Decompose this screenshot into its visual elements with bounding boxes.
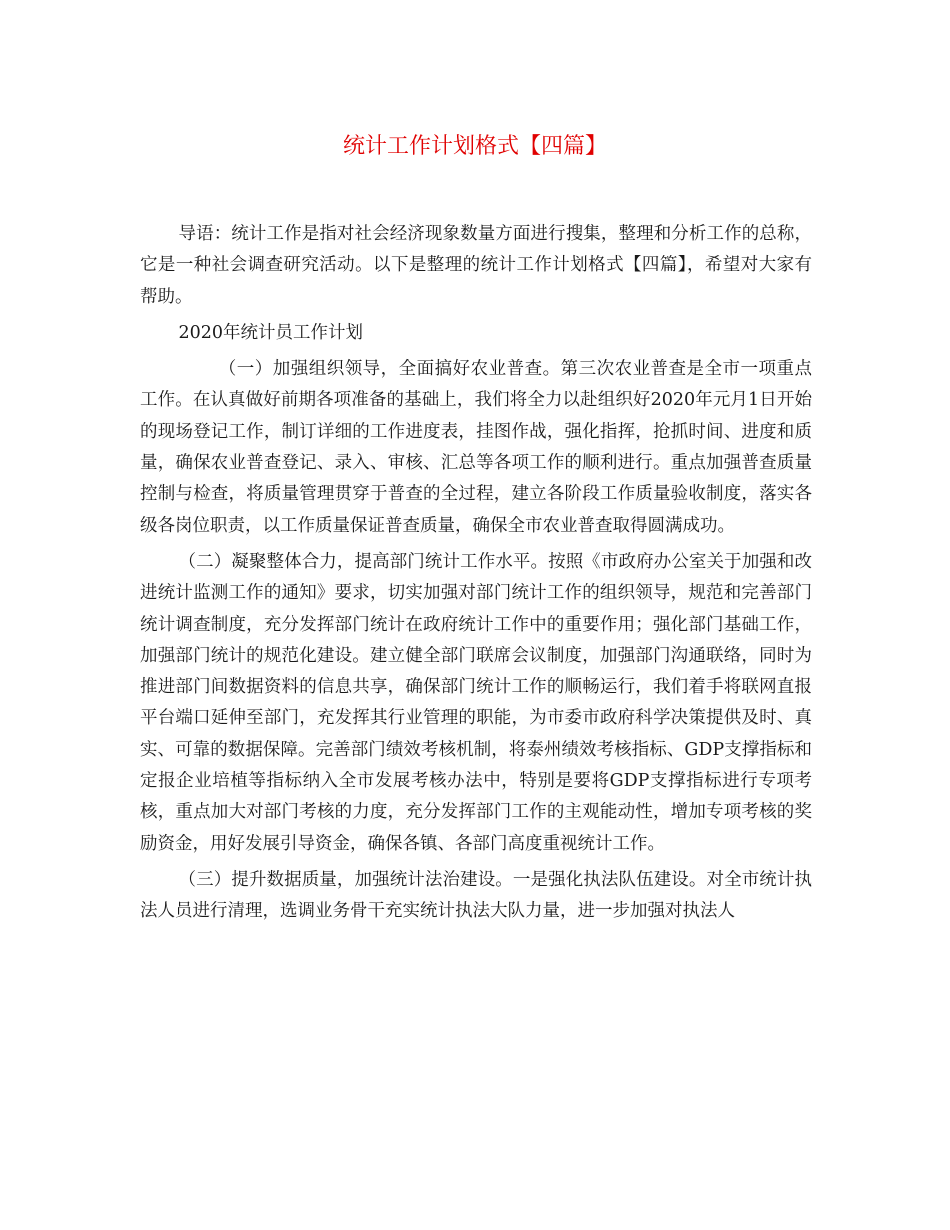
- paragraph-item-3: （三）提升数据质量，加强统计法治建设。一是强化执法队伍建设。对全市统计执法人员进行清理，选调业务骨干充实统计执法大队力量，进一步加强对执法人: [140, 869, 812, 922]
- document-title: 统计工作计划格式【四篇】: [342, 134, 607, 159]
- section-heading: 2020年统计员工作计划: [178, 322, 364, 343]
- paragraph-item-1: （一）加强组织领导，全面搞好农业普查。第三次农业普查是全市一项重点工作。在认真做好前期各项准备的基础上，我们将全力以赴组织好2020年元月1日开始的现场登记工作，制订详细的工作进度表，挂图作战，强化指挥，抢抓时间、进度和质量，确保农业普查登记、录入、审核、汇总等各项工作的顺利进行。重点加强普查质量控制与检查，将质量管理贯穿于普查的全过程，建立各阶段工作质量验收制度，落实各级各岗位职责，以工作质量保证普查质量，确保全市农业普查取得圆满成功。: [140, 359, 812, 536]
- document-body: [140, 219, 812, 933]
- intro-paragraph: 导语：统计工作是指对社会经济现象数量方面进行搜集，整理和分析工作的总称，它是一种社会调查研究活动。以下是整理的统计工作计划格式【四篇】，希望对大家有帮助。: [140, 224, 812, 307]
- paragraph-item-2: （二）凝聚整体合力，提高部门统计工作水平。按照《市政府办公室关于加强和改进统计监测工作的通知》要求，切实加强对部门统计工作的组织领导，规范和完善部门统计调查制度，充分发挥部门统计在政府统计工作中的重要作用；强化部门基础工作，加强部门统计的规范化建设。建立健全部门联席会议制度，加强部门沟通联络，同时为推进部门间数据资料的信息共享，确保部门统计工作的顺畅运行，我们着手将联网直报平台端口延伸至部门，充发挥其行业管理的职能，为市委市政府科学决策提供及时、真实、可靠的数据保障。完善部门绩效考核机制，将泰州绩效考核指标、GDP支撑指标和定报企业培植等指标纳入全市发展考核办法中，特别是要将GDP支撑指标进行专项考核，重点加大对部门考核的力度，充分发挥部门工作的主观能动性，增加专项考核的奖励资金，用好发展引导资金，确保各镇、各部门高度重视统计工作。: [140, 551, 812, 854]
